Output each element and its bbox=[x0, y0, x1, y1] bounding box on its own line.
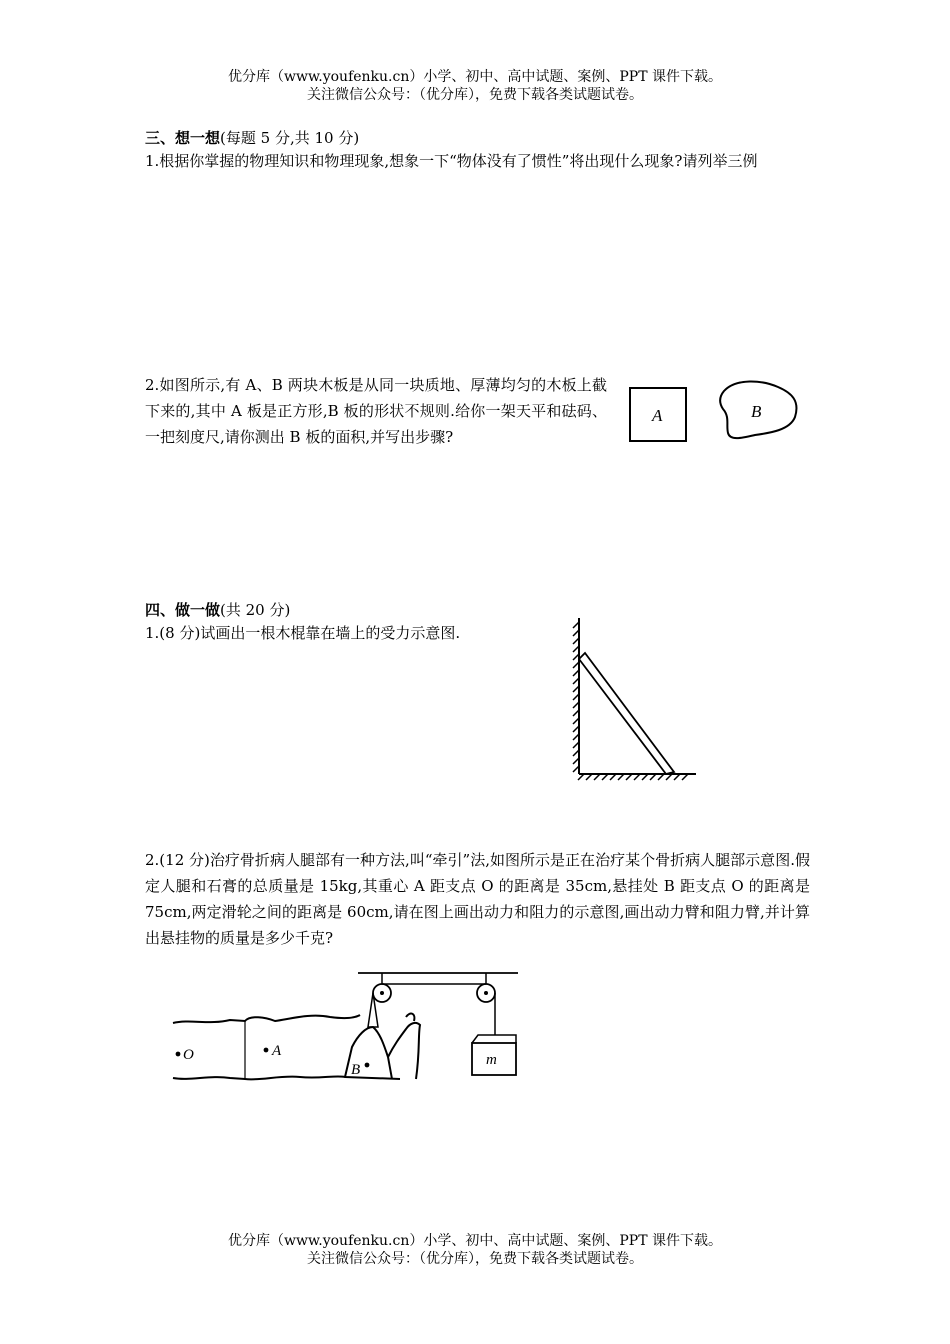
section-4-note: (共 20 分) bbox=[220, 601, 291, 619]
section-3-title: 三、想一想 bbox=[145, 129, 221, 147]
page-header bbox=[0, 68, 950, 104]
question-4-2: 2.(12 分)治疗骨折病人腿部有一种方法,叫“牵引”法,如图所示是正在治疗某个骨折病人腿部示意图.假定人腿和石膏的总质量是 15kg,其重心 A 距支点 O 的距离是 35cm,悬挂处 B 距支点 O 的距离是 75cm,两定滑轮之间的距离是 60cm,请在图上画出动力和阻力的示意图,画出动力臂和阻力臂,并计算出悬挂物的质量是多少千克? bbox=[145, 851, 810, 947]
leg-outline-top bbox=[173, 1015, 360, 1023]
question-3-2: 2.如图所示,有 A、B 两块木板是从同一块质地、厚薄均匀的木板上截下来的,其中 A 板是正方形,B 板的形状不规则.给你一架天平和砝码、一把刻度尺,请你测出 B 板的面积,并写出步骤? bbox=[145, 376, 607, 446]
pivot-label-o: O bbox=[183, 1047, 194, 1063]
question-3-1: 1.根据你掌握的物理知识和物理现象,想象一下“物体没有了惯性”将出现什么现象?请列举三例 bbox=[145, 152, 758, 170]
footer-line-2: 关注微信公众号：（优分库），免费下载各类试题试卷。 bbox=[307, 1251, 643, 1267]
header-line-1: 优分库（www.youfenku.cn）小学、初中、高中试题、案例、PPT 课件下载。 bbox=[227, 69, 722, 85]
question-4-1: 1.(8 分)试画出一根木棍靠在墙上的受力示意图. bbox=[145, 624, 461, 642]
hang-label-b: B bbox=[351, 1062, 361, 1078]
wooden-stick bbox=[579, 653, 674, 774]
section-4-heading bbox=[145, 600, 290, 620]
header-line-2: 关注微信公众号：（优分库），免费下载各类试题试卷。 bbox=[307, 87, 643, 103]
leg-outline-bottom bbox=[173, 1076, 400, 1079]
board-b-label: B bbox=[751, 402, 762, 421]
section-4-title: 四、做一做 bbox=[145, 601, 221, 619]
traction-figure bbox=[170, 965, 530, 1090]
foot bbox=[388, 1023, 420, 1079]
board-a-label: A bbox=[652, 406, 663, 425]
section-3-note: (每题 5 分,共 10 分) bbox=[220, 129, 360, 147]
footer-line-1: 优分库（www.youfenku.cn）小学、初中、高中试题、案例、PPT 课件下载。 bbox=[227, 1233, 722, 1249]
boards-figure bbox=[620, 375, 810, 455]
center-label-a: A bbox=[272, 1043, 282, 1059]
stick-wall-figure bbox=[566, 612, 701, 784]
page-footer bbox=[0, 1232, 950, 1268]
section-3-heading bbox=[145, 128, 359, 148]
weight-label: m bbox=[486, 1052, 497, 1068]
